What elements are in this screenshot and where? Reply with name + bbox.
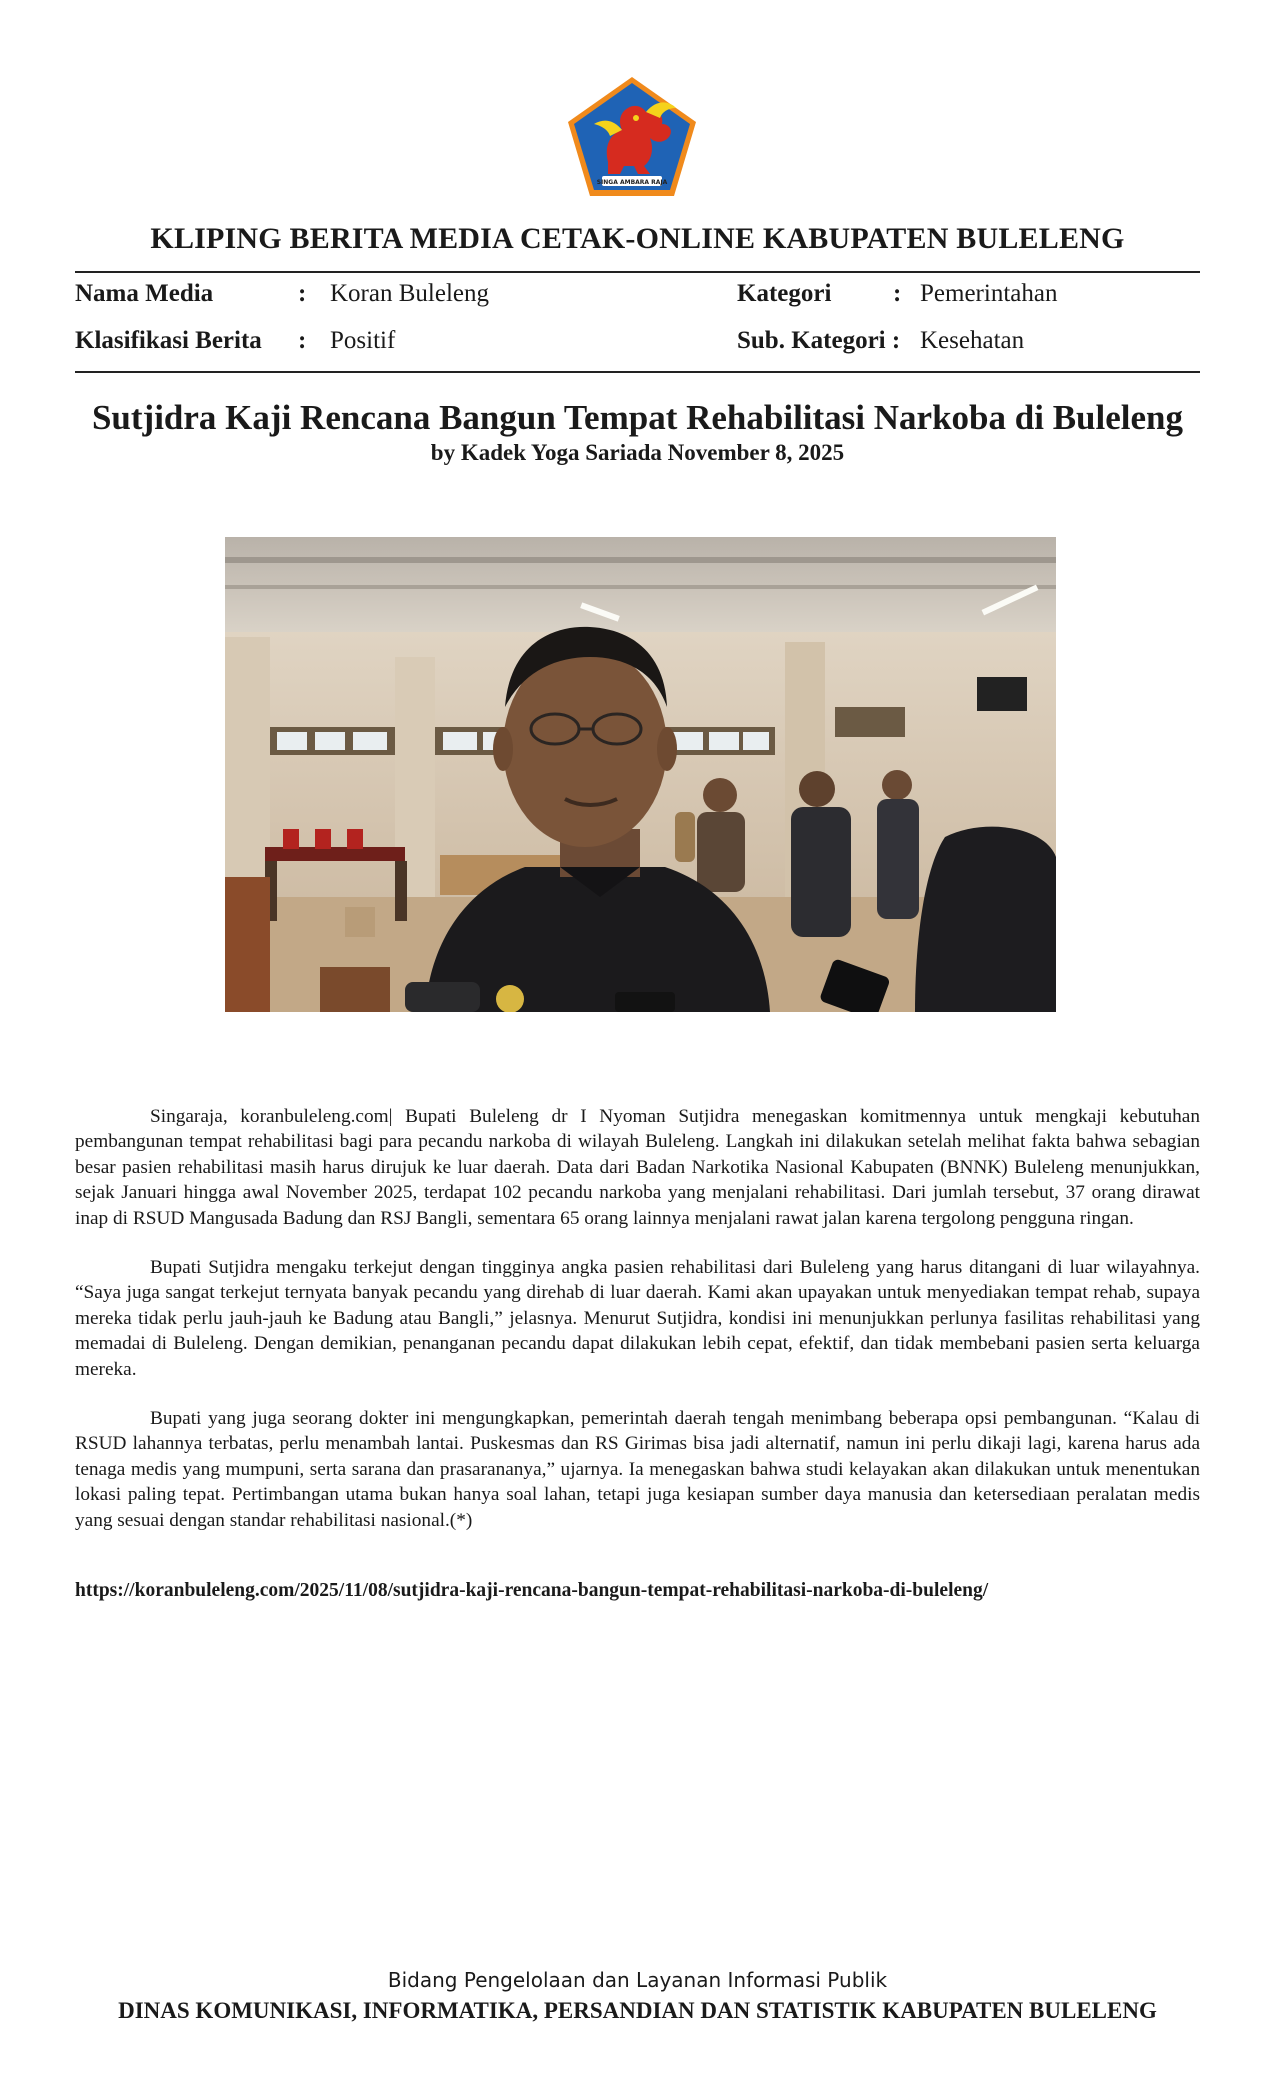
meta-row-classification (75, 327, 1200, 367)
article-body (75, 1104, 1200, 1557)
article-paragraph: Bupati Sutjidra mengaku terkejut dengan tingginya angka pasien rehabilitasi dari Buleleng yang harus ditangani di luar wilayahnya. “Saya juga sangat terkejut ternyata banyak pecandu yang direhab di luar daerah. Kami akan upayakan untuk menyediakan tempat rehab, supaya mereka tidak perlu jauh-jauh ke Badung atau Bangli,” jelasnya. Menurut Sutjidra, kondisi ini menunjukkan perlunya fasilitas rehabilitasi yang memadai di Buleleng. Dengan demikian, penanganan pecandu dapat dilakukan lebih cepat, efektif, dan tidak membebani pasien serta keluarga mereka. (75, 1257, 1200, 1380)
source-url-link[interactable]: https://koranbuleleng.com/2025/11/08/sutjidra-kaji-rencana-bangun-tempat-rehabilitasi-narkoba-di-buleleng/ (75, 1580, 989, 1601)
article-headline: Sutjidra Kaji Rencana Bangun Tempat Rehabilitasi Narkoba di Buleleng (91, 398, 1184, 437)
top-divider (75, 271, 1200, 273)
article-byline: by Kadek Yoga Sariada November 8, 2025 (430, 440, 845, 465)
bottom-divider (75, 371, 1200, 373)
article-paragraph: Bupati yang juga seorang dokter ini mengungkapkan, pemerintah daerah tengah menimbang beberapa opsi pembangunan. “Kalau di RSUD lahannya terbatas, perlu menambah lantai. Puskesmas dan RS Girimas bisa jadi alternatif, namun ini perlu dikaji lagi, karena harus ada tenaga medis yang mumpuni, serta sarana dan prasarananya,” ujarnya. Ia menegaskan bahwa studi kelayakan akan dilakukan untuk menentukan lokasi paling tepat. Pertimbangan utama bukan hanya soal lahan, tetapi juga kesiapan sumber daya manusia dan ketersediaan peralatan medis yang sesuai dengan standar rehabilitasi nasional.(*) (75, 1408, 1200, 1531)
regency-emblem-logo (564, 74, 700, 200)
footer-department: Bidang Pengelolaan dan Layanan Informasi Publik (387, 1968, 888, 1992)
media-label: Nama Media (75, 280, 214, 307)
clipping-title: KLIPING BERITA MEDIA CETAK-ONLINE KABUPATEN BULELENG (150, 222, 1125, 255)
classification-separator: : (298, 327, 307, 354)
meta-row-media (75, 280, 1200, 320)
subcategory-label: Sub. Kategori : (737, 327, 901, 354)
classification-value: Positif (330, 327, 396, 354)
article-photo (225, 537, 1056, 1012)
lion-emblem-icon (564, 74, 700, 200)
category-separator: : (893, 280, 902, 307)
classification-label: Klasifikasi Berita (75, 327, 262, 354)
category-value: Pemerintahan (920, 280, 1058, 307)
category-label: Kategori (737, 280, 832, 307)
article-paragraph: Singaraja, koranbuleleng.com| Bupati Buleleng dr I Nyoman Sutjidra menegaskan komitmennya untuk mengkaji kebutuhan pembangunan tempat rehabilitasi bagi para pecandu narkoba di wilayah Buleleng. Langkah ini dilakukan setelah melihat fakta bahwa sebagian besar pasien rehabilitasi masih harus dirujuk ke luar daerah. Data dari Badan Narkotika Nasional Kabupaten (BNNK) Buleleng menunjukkan, sejak Januari hingga awal November 2025, terdapat 102 pecandu narkoba yang menjalani rehabilitasi. Dari jumlah tersebut, 37 orang dirawat inap di RSUD Mangusada Badung dan RSJ Bangli, sementara 65 orang lainnya menjalani rawat jalan karena tergolong pengguna ringan. (75, 1106, 1200, 1229)
footer-agency: DINAS KOMUNIKASI, INFORMATIKA, PERSANDIAN DAN STATISTIK KABUPATEN BULELENG (118, 1998, 1157, 2023)
media-value: Koran Buleleng (330, 280, 489, 307)
svg-text:SINGA AMBARA RAJA: SINGA AMBARA RAJA (596, 179, 668, 186)
subcategory-value: Kesehatan (920, 327, 1025, 354)
media-separator: : (298, 280, 307, 307)
